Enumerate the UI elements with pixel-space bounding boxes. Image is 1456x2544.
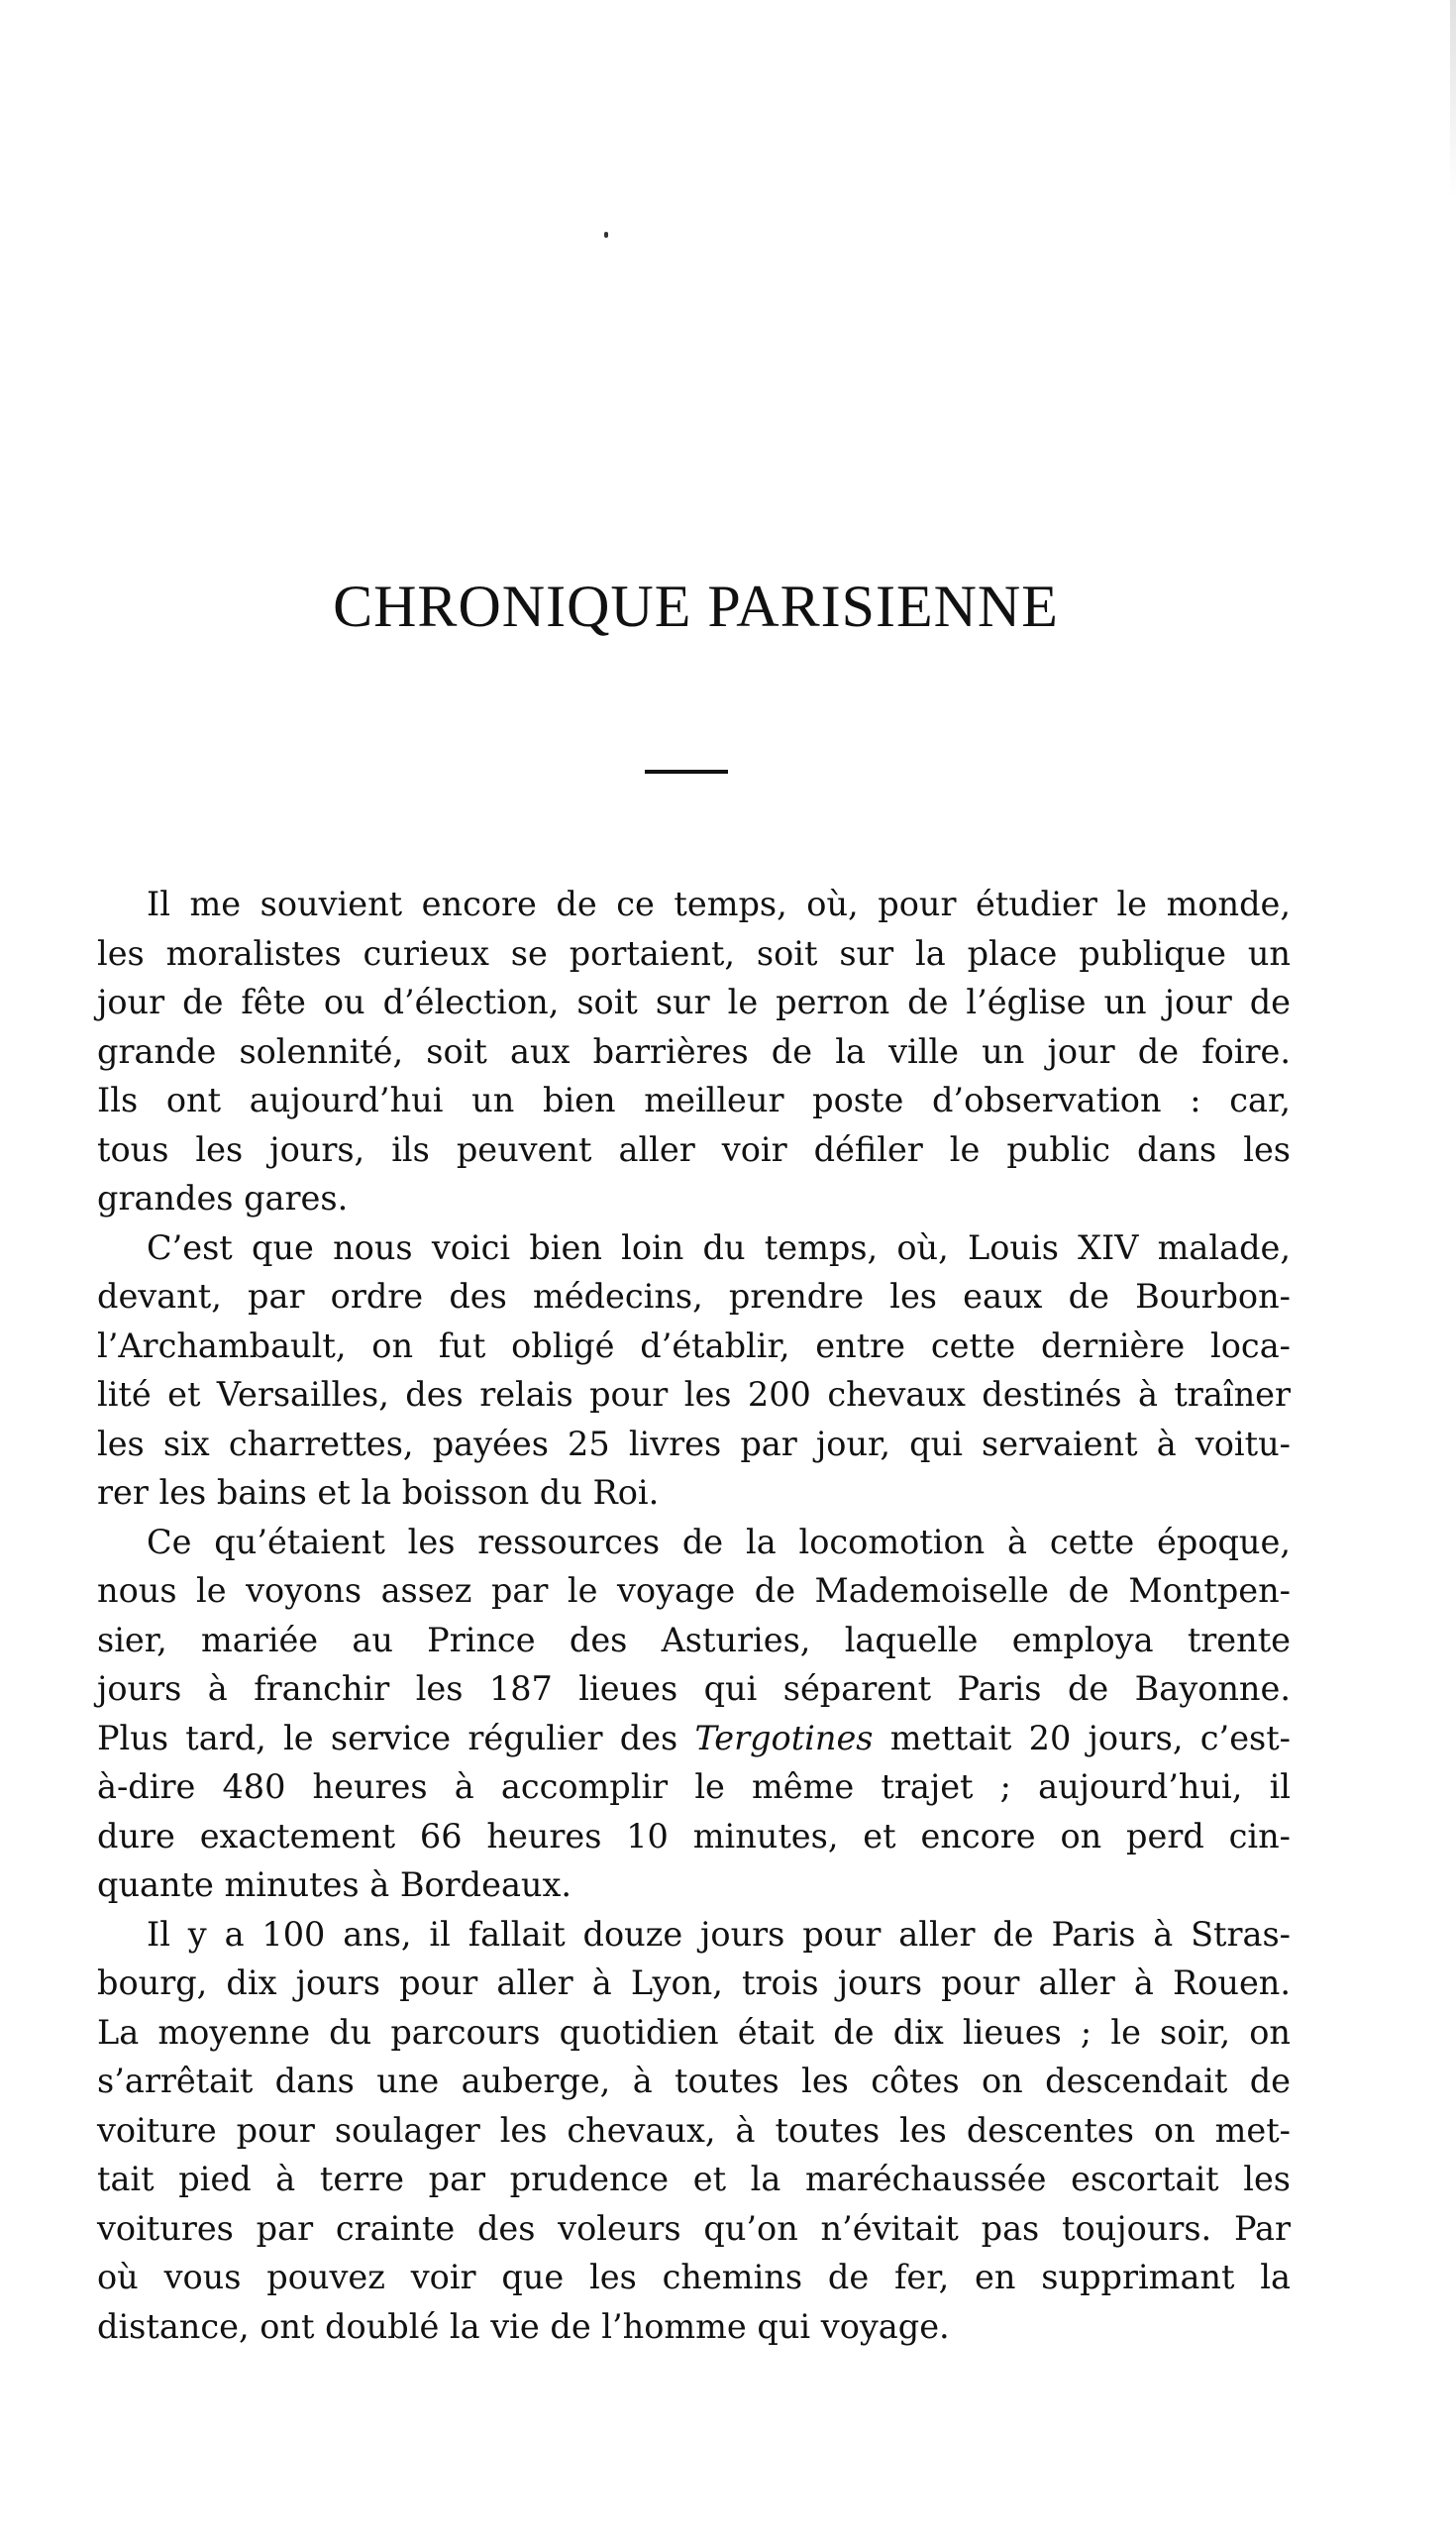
text-line: grandes gares.	[97, 1179, 349, 1218]
chapter-title: CHRONIQUE PARISIENNE	[333, 574, 1059, 639]
text-line: La moyenne du parcours quotidien était de dix lieues ; le soir, on	[97, 2012, 1291, 2052]
text-line: jours à franchir les 187 lieues qui séparent Paris de Bayonne.	[97, 1669, 1291, 1708]
text-line: Ce qu’étaient les ressources de la locomotion à cette époque,	[147, 1522, 1291, 1561]
text-line: nous le voyons assez par le voyage de Mademoiselle de Montpen-	[97, 1571, 1291, 1610]
text-line: sier, mariée au Prince des Asturies, laquelle employa trente	[97, 1620, 1291, 1659]
text-line: à-dire 480 heures à accomplir le même trajet ; aujourd’hui, il	[97, 1767, 1291, 1806]
text-line: Ils ont aujourd’hui un bien meilleur poste d’observation : car,	[97, 1081, 1291, 1119]
text-line: tous les jours, ils peuvent aller voir défiler le public dans les	[97, 1129, 1291, 1169]
text-line: s’arrêtait dans une auberge, à toutes les côtes on descendait de	[97, 2062, 1291, 2100]
text-line: distance, ont doublé la vie de l’homme qui voyage.	[97, 2306, 950, 2346]
text-line: l’Archambault, on fut obligé d’établir, entre cette dernière loca-	[97, 1325, 1291, 1365]
text-line: Il y a 100 ans, il fallait douze jours pour aller de Paris à Stras-	[147, 1914, 1291, 1954]
page-edge-shadow	[1450, 0, 1456, 198]
paragraph-1	[97, 880, 1291, 1223]
text-line: rer les bains et la boisson du Roi.	[97, 1473, 660, 1512]
text-line: voitures par crainte des voleurs qu’on n’évitait pas toujours. Par	[97, 2208, 1291, 2248]
paragraph-3	[97, 1518, 1291, 1910]
text-line: bourg, dix jours pour aller à Lyon, trois jours pour aller à Rouen.	[97, 1963, 1291, 2002]
text-line: dure exactement 66 heures 10 minutes, et encore on perd cin-	[97, 1816, 1291, 1855]
text-line: Plus tard, le service régulier des Tergotines mettait 20 jours, c’est-	[97, 1718, 1291, 1757]
text-line: les moralistes curieux se portaient, soit sur la place publique un	[97, 933, 1291, 973]
text-line: devant, par ordre des médecins, prendre les eaux de Bourbon-	[97, 1277, 1291, 1316]
text-line: où vous pouvez voir que les chemins de fer, en supprimant la	[97, 2258, 1291, 2296]
text-line: grande solennité, soit aux barrières de la ville un jour de foire.	[97, 1031, 1291, 1071]
paragraph-4	[97, 1910, 1291, 2352]
text-line: jour de fête ou d’élection, soit sur le perron de l’église un jour de	[97, 983, 1291, 1021]
title-rule	[645, 770, 728, 774]
text-line: tait pied à terre par prudence et la maréchaussée escortait les	[97, 2160, 1291, 2198]
chapter-body	[97, 880, 1291, 2351]
text-line: quante minutes à Bordeaux.	[97, 1865, 572, 1904]
text-line: voiture pour soulager les chevaux, à toutes les descentes on met-	[97, 2110, 1291, 2150]
text-line: C’est que nous voici bien loin du temps, où, Louis XIV malade,	[147, 1227, 1291, 1267]
text-line: Il me souvient encore de ce temps, où, pour étudier le monde,	[147, 885, 1291, 923]
text-line: les six charrettes, payées 25 livres par jour, qui servaient à voitu-	[97, 1424, 1291, 1463]
text-line: lité et Versailles, des relais pour les 200 chevaux destinés à traîner	[97, 1375, 1291, 1414]
paragraph-2	[97, 1223, 1291, 1518]
ink-speck	[604, 232, 608, 238]
